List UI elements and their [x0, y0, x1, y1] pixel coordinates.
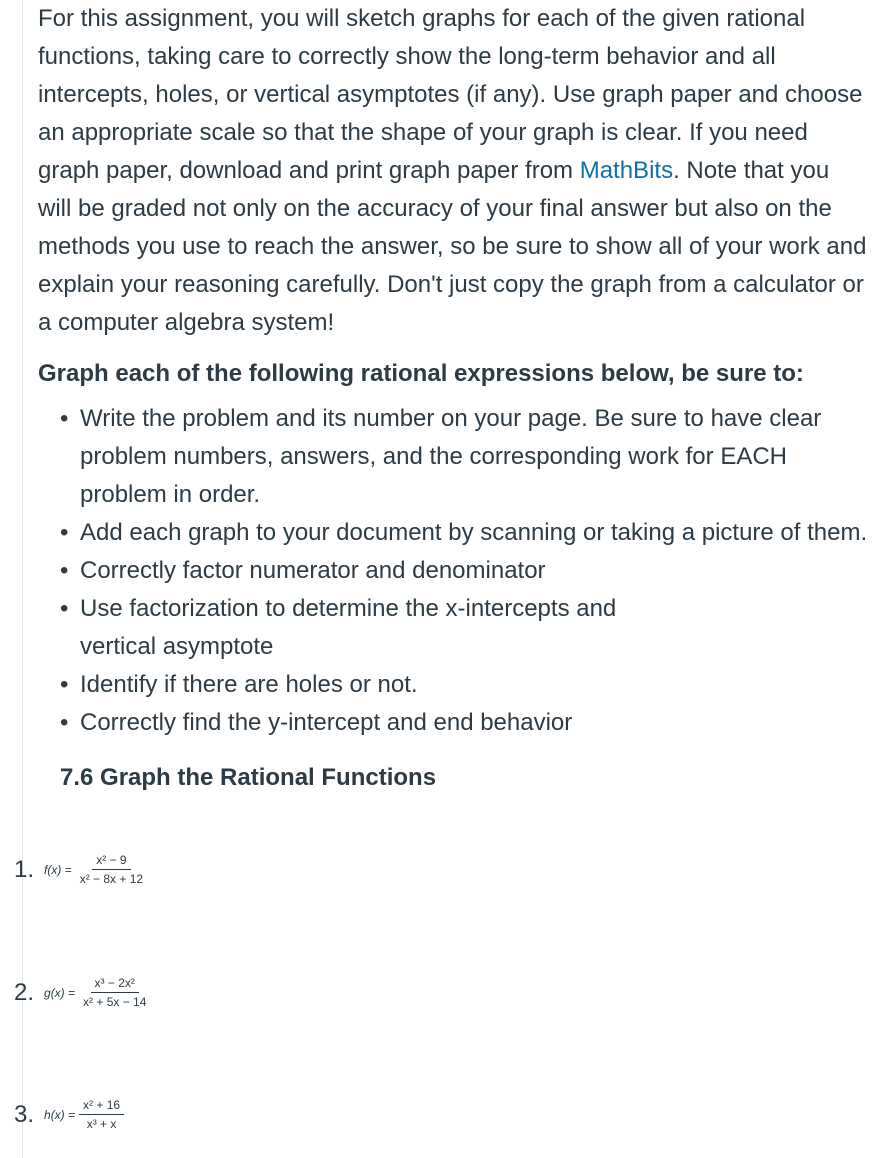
list-item: • Write the problem and its number on your page. Be sure to have clear problem numbers, answers, and the corresponding work for EACH problem in order.: [60, 400, 868, 514]
problem-1: [14, 853, 147, 886]
intro-text-2: . Note that you will be graded not only on the accuracy of your final answer but also on the methods you use to reach the answer, so be sure to show all of your work and explain your reasoning carefully. Don't just copy the graph from a calculator or a computer algebra system!: [38, 157, 867, 336]
function-name: f(x) =: [44, 862, 72, 877]
problem-number: 3.: [14, 1100, 35, 1128]
bullet: •: [60, 595, 69, 622]
bullet: •: [60, 671, 69, 698]
bullet: •: [60, 557, 69, 584]
numerator: x² − 9: [92, 853, 130, 870]
numerator: x³ − 2x²: [91, 976, 139, 993]
assignment-content: [38, 0, 868, 798]
fraction: [79, 976, 150, 1009]
bullet: •: [60, 709, 69, 736]
function-name: g(x) =: [44, 985, 76, 1000]
mathbits-link[interactable]: MathBits: [579, 157, 674, 184]
function-name: h(x) =: [44, 1107, 76, 1122]
denominator: x² − 8x + 12: [79, 872, 144, 886]
problem-number: 2.: [14, 978, 35, 1006]
instructions-heading: Graph each of the following rational expressions below, be sure to:: [38, 360, 804, 387]
requirements-list: [60, 400, 868, 742]
denominator: x² + 5x − 14: [83, 995, 147, 1009]
list-item: • Correctly find the y-intercept and end behavior: [60, 704, 868, 742]
intro-paragraph: [38, 0, 868, 342]
fraction: [76, 853, 147, 886]
bullet: •: [60, 405, 69, 432]
denominator: x³ + x: [86, 1117, 117, 1131]
list-item: • Use factorization to determine the x-intercepts and vertical asymptote: [60, 590, 680, 666]
numerator: x² + 16: [79, 1098, 124, 1115]
bullet: •: [60, 519, 69, 546]
list-item: • Correctly factor numerator and denominator: [60, 552, 868, 590]
list-item: • Identify if there are holes or not.: [60, 666, 868, 704]
problem-2: [14, 976, 150, 1009]
problem-3: [14, 1098, 124, 1131]
fraction: [79, 1098, 124, 1131]
list-item: • Add each graph to your document by scanning or taking a picture of them.: [60, 514, 868, 552]
problem-number: 1.: [14, 855, 35, 883]
intro-text-1: For this assignment, you will sketch graphs for each of the given rational functions, taking care to correctly show the long-term behavior and all intercepts, holes, or vertical asymptotes (if any). Use graph paper and choose an appropriate scale so that the shape of your graph is clear. If you need graph paper, download and print graph paper from: [38, 5, 863, 184]
section-title: 7.6 Graph the Rational Functions: [60, 764, 437, 791]
